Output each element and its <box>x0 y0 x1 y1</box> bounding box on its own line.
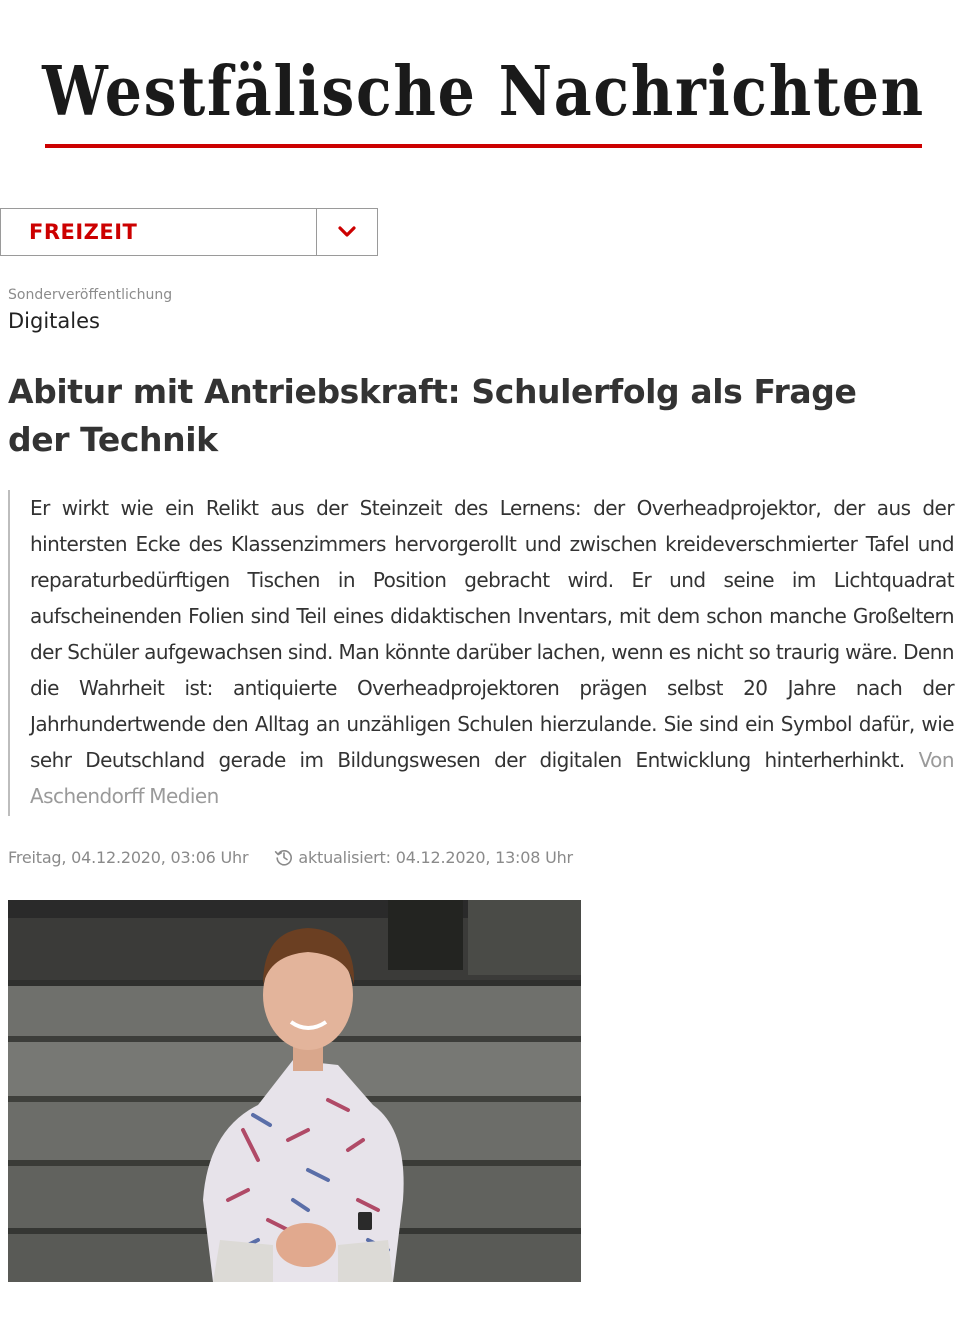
kicker-label: Digitales <box>8 309 100 333</box>
kicker-small: Sonderveröffentlichung <box>8 287 173 303</box>
section-label[interactable]: FREIZEIT <box>29 220 138 244</box>
update-date: aktualisiert: 04.12.2020, 13:08 Uhr <box>298 847 573 867</box>
article-lead-text-block <box>30 490 954 814</box>
history-icon <box>274 847 294 867</box>
masthead <box>42 40 925 152</box>
article-author[interactable]: Von Aschendorff Medien <box>30 748 954 808</box>
article-meta <box>8 847 573 867</box>
publish-date: Freitag, 04.12.2020, 03:06 Uhr <box>8 847 249 867</box>
section-toggle-button[interactable] <box>316 209 377 255</box>
section-nav <box>0 208 378 256</box>
masthead-rule <box>45 144 922 148</box>
chevron-down-icon <box>338 226 356 238</box>
article-lead <box>8 490 954 816</box>
masthead-logo[interactable]: Westfälische Nachrichten <box>42 52 925 132</box>
article-lead-text: Er wirkt wie ein Relikt aus der Steinzeit des Lernens: der Overheadprojektor, der aus der hintersten Ecke des Klassenzimmers hervorgerollt und zwischen kreideverschmierter Tafel und reparaturbedürftigen Tischen in Position gebracht wird. Er und seine im Lichtquadrat aufscheinenden Folien sind Teil eines didaktischen Inventars, mit dem schon manche Großeltern der Schüler aufgewachsen sind. Man könnte darüber lachen, wenn es nicht so traurig wäre. Denn die Wahrheit ist: antiquierte Overheadprojektoren prägen selbst 20 Jahre nach der Jahrhundertwende den Alltag an unzähligen Schulen hierzulande. Sie sind ein Symbol dafür, wie sehr Deutschland gerade im Bildungswesen der digitalen Entwicklung hinterherhinkt. <box>30 496 954 772</box>
article-photo[interactable] <box>8 900 581 1282</box>
update-info <box>274 847 573 867</box>
article-headline: Abitur mit Antriebskraft: Schulerfolg als Frage der Technik <box>8 372 857 459</box>
